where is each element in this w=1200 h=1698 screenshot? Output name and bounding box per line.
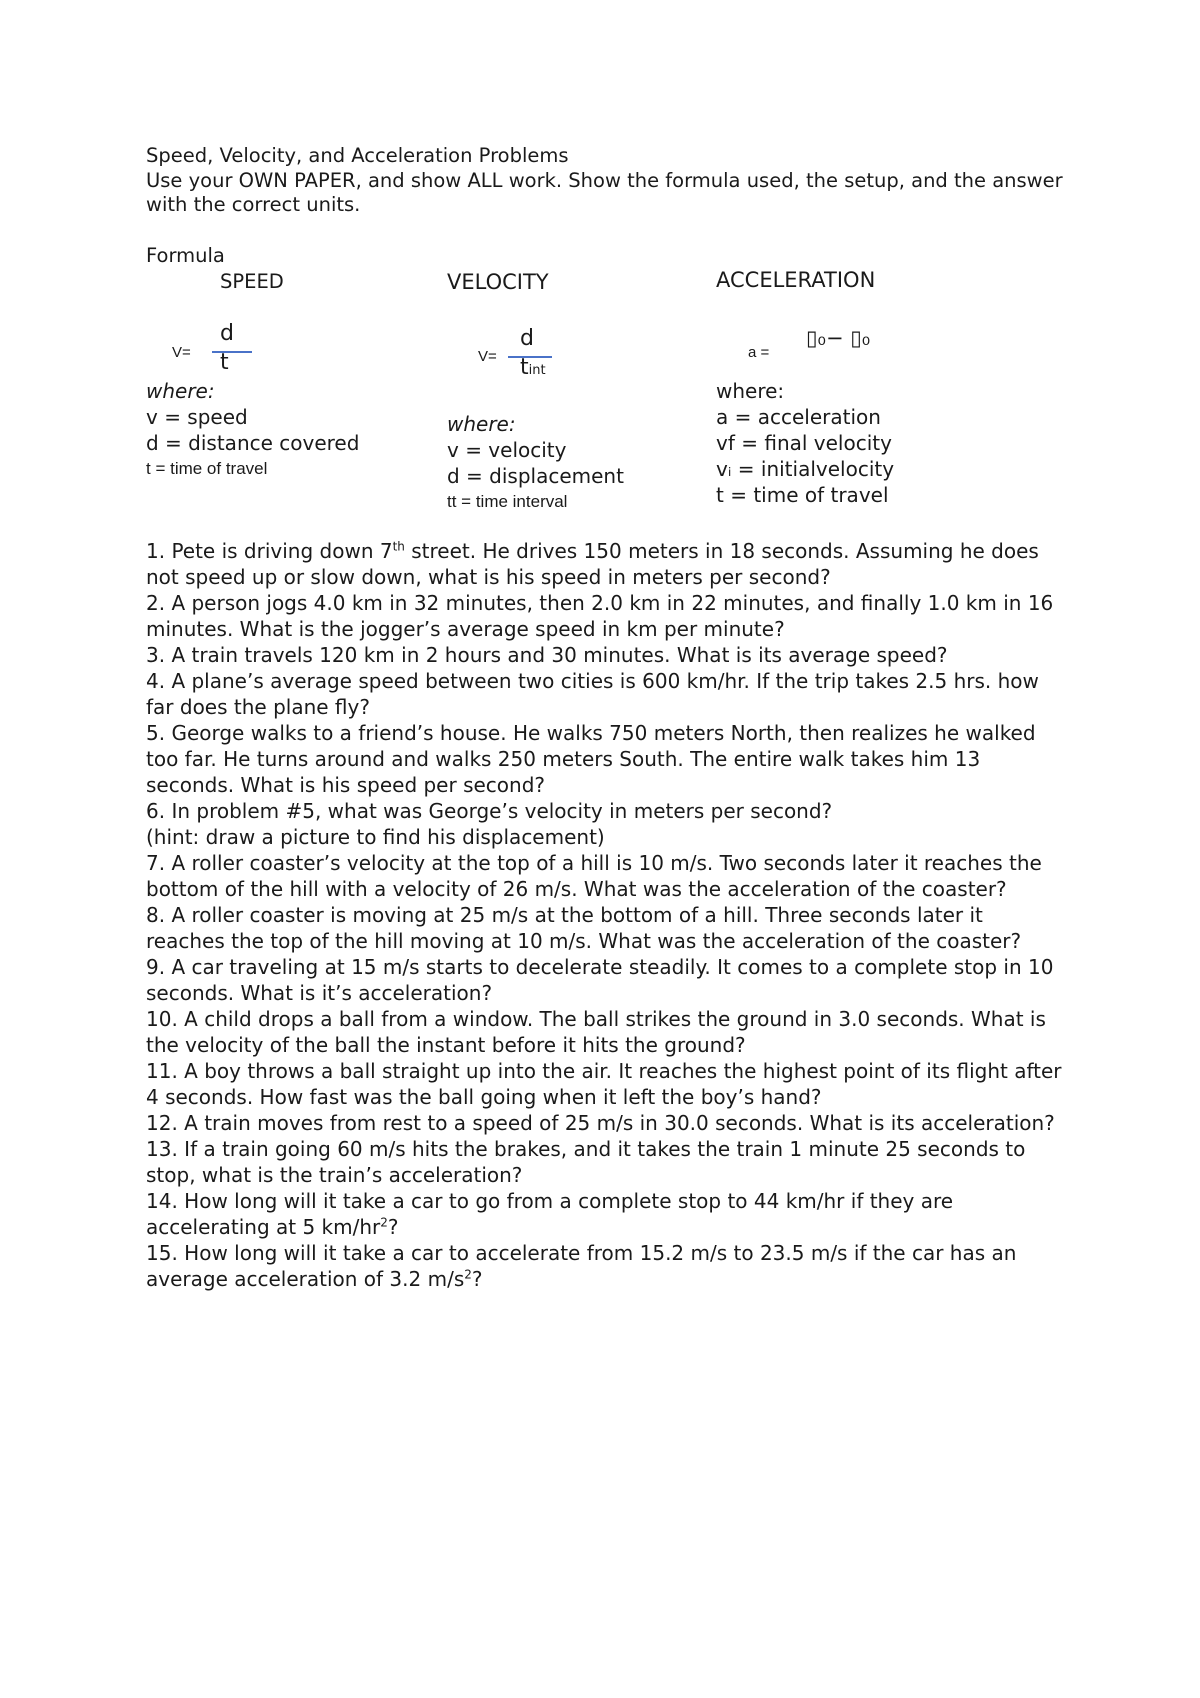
instructions: Use your OWN PAPER, and show ALL work. Show the formula used, the setup, and the answer with the correct units. — [146, 169, 1063, 216]
speed-def-v: v = speed — [146, 405, 248, 429]
problem-hint: (hint: draw a picture to find his displacement) — [146, 825, 605, 849]
speed-formula-numerator: d — [220, 321, 234, 346]
velocity-formula-denominator — [520, 355, 546, 380]
velocity-title: VELOCITY — [447, 270, 549, 294]
velocity-def-t: tt = time interval — [447, 492, 568, 511]
acceleration-formula-lhs: a = — [748, 344, 770, 361]
problem-item: 12. A train moves from rest to a speed of 25 m/s in 30.0 seconds. What is its acceleration? — [146, 1111, 1055, 1135]
velocity-den-subscript: int — [528, 363, 546, 378]
speed-where-label: where: — [146, 379, 215, 403]
acceleration-def-a: a = acceleration — [716, 405, 881, 429]
problem-item: 14. How long will it take a car to go from a complete stop to 44 km/hr if they are accelerating at 5 $km/hr^2$? — [146, 1189, 954, 1239]
speed-fraction-bar — [212, 351, 252, 353]
worksheet-title: Speed, Velocity, and Acceleration Problems — [146, 144, 569, 167]
acceleration-where-label: where: — [716, 379, 785, 403]
velocity-def-d: d = displacement — [447, 464, 624, 488]
acceleration-title: ACCELERATION — [716, 268, 876, 292]
velocity-def-v: v = velocity — [447, 438, 567, 462]
problem-item: 3. A train travels 120 km in 2 hours and 30 minutes. What is its average speed? — [146, 643, 948, 667]
velocity-definitions — [447, 411, 624, 515]
speed-definitions — [146, 378, 359, 482]
problem-item: 6. In problem #5, what was George’s velocity in meters per second? — [146, 799, 833, 823]
problem-item: 7. A roller coaster’s velocity at the top of a hill is 10 m/s. Two seconds later it reaches the bottom of the hill with a velocity of 26 m/s. What was the acceleration of the coaster? — [146, 851, 1042, 901]
problem-item: 5. George walks to a friend’s house. He walks 750 meters North, then realizes he walked too far. He turns around and walks 250 meters South. The entire walk takes him 13 seconds. What is his speed per second? — [146, 721, 1036, 797]
acceleration-formula-numerator: ▯₀− ▯₀ — [806, 326, 871, 350]
problem-item: 1. Pete is driving down 7th street. He drives 150 meters in 18 seconds. Assuming he does not speed up or slow down, what is his speed in meters per second? — [146, 539, 1039, 589]
problem-item: 15. How long will it take a car to accelerate from 15.2 m/s to 23.5 m/s if the car has an average acceleration of 3.2 $m/s^2$? — [146, 1241, 1017, 1291]
speed-def-t: t = time of travel — [146, 459, 268, 478]
velocity-formula-numerator: d — [520, 326, 534, 351]
problem-item: 10. A child drops a ball from a window. The ball strikes the ground in 3.0 seconds. What is the velocity of the ball the instant before it hits the ground? — [146, 1007, 1046, 1057]
acceleration-def-t: t = time of travel — [716, 483, 889, 507]
problem-item: 11. A boy throws a ball straight up into the air. It reaches the highest point of its flight after 4 seconds. How fast was the ball going when it left the boy’s hand? — [146, 1059, 1062, 1109]
speed-def-d: d = distance covered — [146, 431, 360, 455]
acceleration-def-vf: vf = final velocity — [716, 431, 892, 455]
problem-item: 4. A plane’s average speed between two cities is 600 km/hr. If the trip takes 2.5 hrs. how far does the plane fly? — [146, 669, 1039, 719]
problem-item: 9. A car traveling at 15 m/s starts to decelerate steadily. It comes to a complete stop in 10 seconds. What is it’s acceleration? — [146, 955, 1054, 1005]
speed-formula-denominator: t — [220, 350, 229, 375]
problem-item: 2. A person jogs 4.0 km in 32 minutes, then 2.0 km in 22 minutes, and finally 1.0 km in 16 minutes. What is the jogger’s average speed in km per minute? — [146, 591, 1054, 641]
acceleration-definitions — [716, 378, 1016, 507]
velocity-where-label: where: — [447, 412, 516, 436]
problem-item: 13. If a train going 60 m/s hits the brakes, and it takes the train 1 minute 25 seconds to stop, what is the train’s acceleration? — [146, 1137, 1026, 1187]
acceleration-def-vi: vᵢ = initialvelocity — [716, 457, 895, 481]
formula-label: Formula — [146, 244, 225, 267]
problem-list — [146, 538, 1066, 1292]
velocity-formula-lhs: V= — [478, 348, 497, 365]
speed-title: SPEED — [220, 270, 284, 293]
speed-formula-lhs: V= — [172, 344, 191, 361]
problem-item: 8. A roller coaster is moving at 25 m/s at the bottom of a hill. Three seconds later it reaches the top of the hill moving at 10 m/s. What was the acceleration of the coaster? — [146, 903, 1022, 953]
velocity-den-t: t — [520, 355, 529, 380]
